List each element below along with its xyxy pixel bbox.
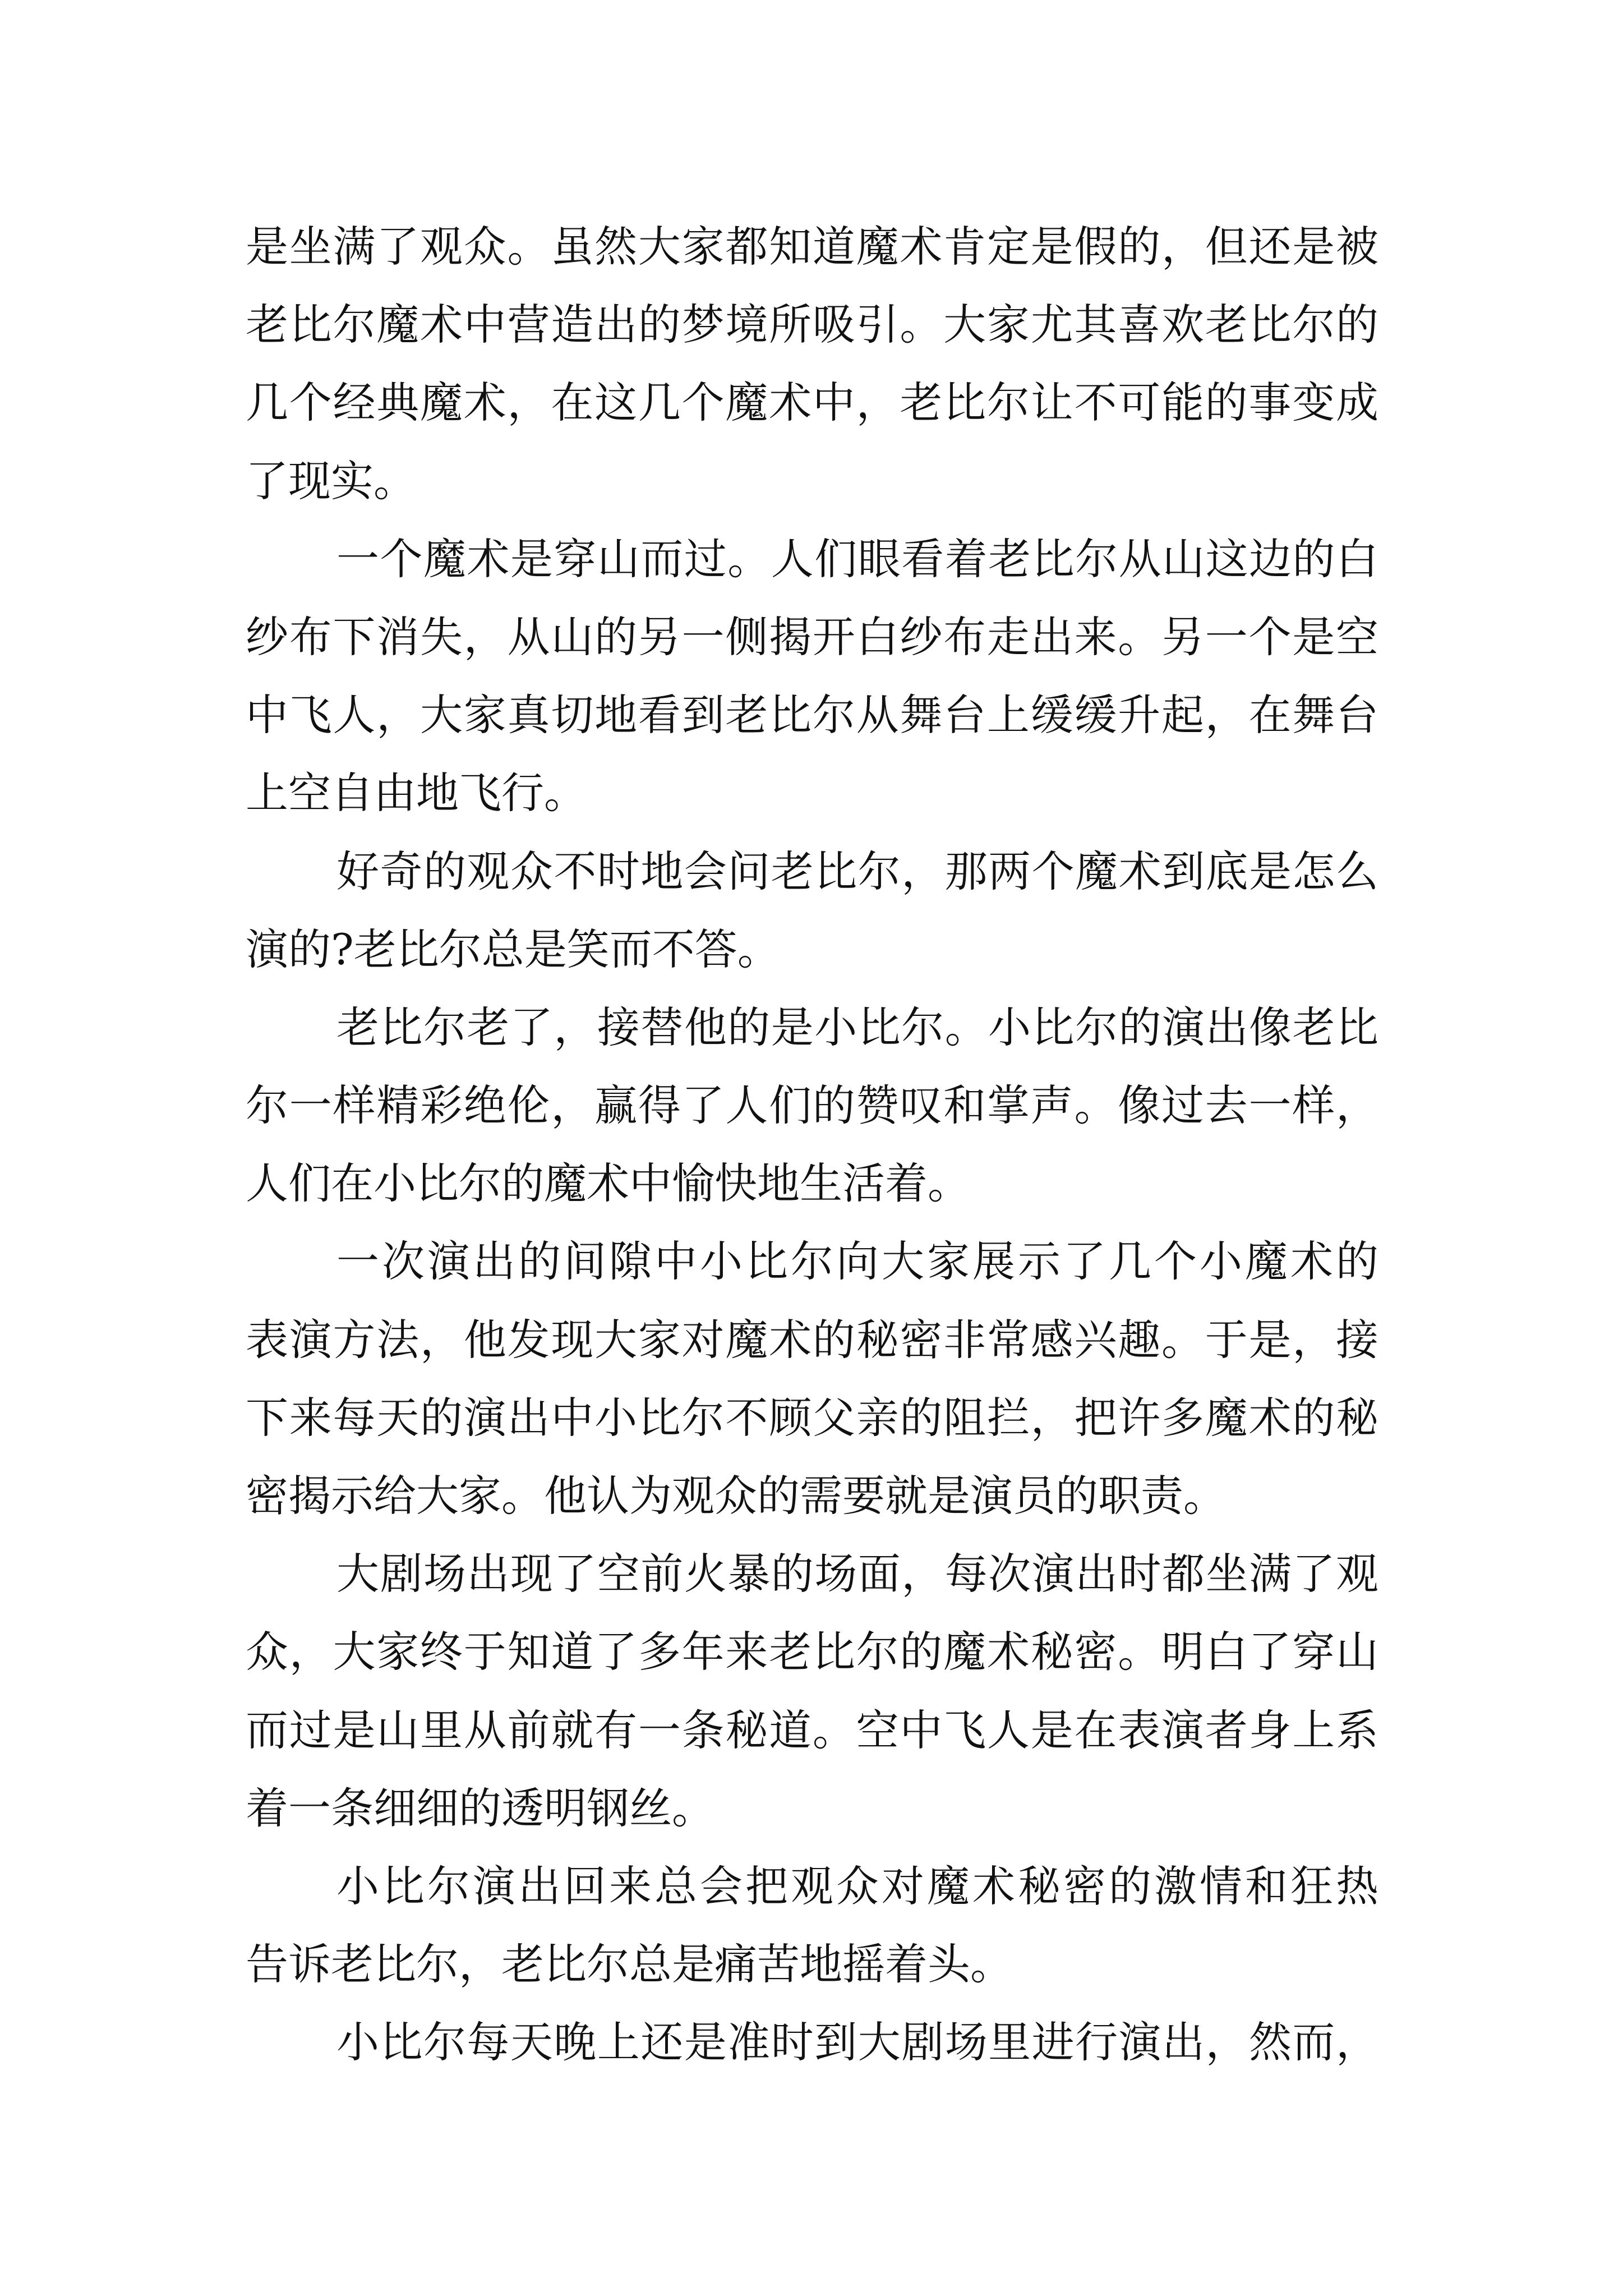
text-line: 演的?老比尔总是笑而不答。: [246, 924, 780, 974]
paragraph-first-line: 大剧场出现了空前火暴的场面，每次演出时都坐满了观: [336, 1549, 1378, 1599]
body-text: [246, 208, 1378, 2082]
text-line: 几个经典魔术，在这几个魔术中，老比尔让不可能的事变成: [246, 378, 1378, 428]
text-line: 了现实。: [246, 455, 416, 506]
paragraph-first-line: 老比尔老了，接替他的是小比尔。小比尔的演出像老比: [336, 1002, 1378, 1052]
paragraph-first-line: 一次演出的间隙中小比尔向大家展示了几个小魔术的: [336, 1236, 1378, 1287]
paragraph-first-line: 一个魔术是穿山而过。人们眼看着老比尔从山这边的白: [336, 533, 1378, 584]
text-line: 而过是山里从前就有一条秘道。空中飞人是在表演者身上系: [246, 1705, 1378, 1755]
text-line: 上空自由地飞行。: [246, 768, 587, 818]
text-line: 中飞人，大家真切地看到老比尔从舞台上缓缓升起，在舞台: [246, 690, 1378, 740]
text-line: 表演方法，他发现大家对魔术的秘密非常感兴趣。于是，接: [246, 1314, 1378, 1365]
text-line: 纱布下消失，从山的另一侧揭开白纱布走出来。另一个是空: [246, 611, 1378, 662]
text-line: 着一条细细的透明钢丝。: [246, 1783, 714, 1833]
text-line: 告诉老比尔，老比尔总是痛苦地摇着头。: [246, 1939, 1013, 1990]
text-line: 是坐满了观众。虽然大家都知道魔术肯定是假的，但还是被: [246, 222, 1378, 272]
text-line: 密揭示给大家。他认为观众的需要就是演员的职责。: [246, 1471, 1226, 1521]
text-line: 尔一样精彩绝伦，赢得了人们的赞叹和掌声。像过去一样，: [246, 1080, 1378, 1131]
text-line: 人们在小比尔的魔术中愉快地生活着。: [246, 1158, 970, 1209]
text-line: 老比尔魔术中营造出的梦境所吸引。大家尤其喜欢老比尔的: [246, 300, 1378, 350]
text-line: 下来每天的演出中小比尔不顾父亲的阻拦，把许多魔术的秘: [246, 1392, 1378, 1443]
text-line: 众，大家终于知道了多年来老比尔的魔术秘密。明白了穿山: [246, 1627, 1378, 1677]
paragraph-first-line: 小比尔演出回来总会把观众对魔术秘密的激情和狂热: [336, 1861, 1378, 1911]
paragraph-first-line: 小比尔每天晚上还是准时到大剧场里进行演出，然而，: [336, 2017, 1378, 2068]
paragraph-first-line: 好奇的观众不时地会问老比尔，那两个魔术到底是怎么: [336, 846, 1378, 896]
